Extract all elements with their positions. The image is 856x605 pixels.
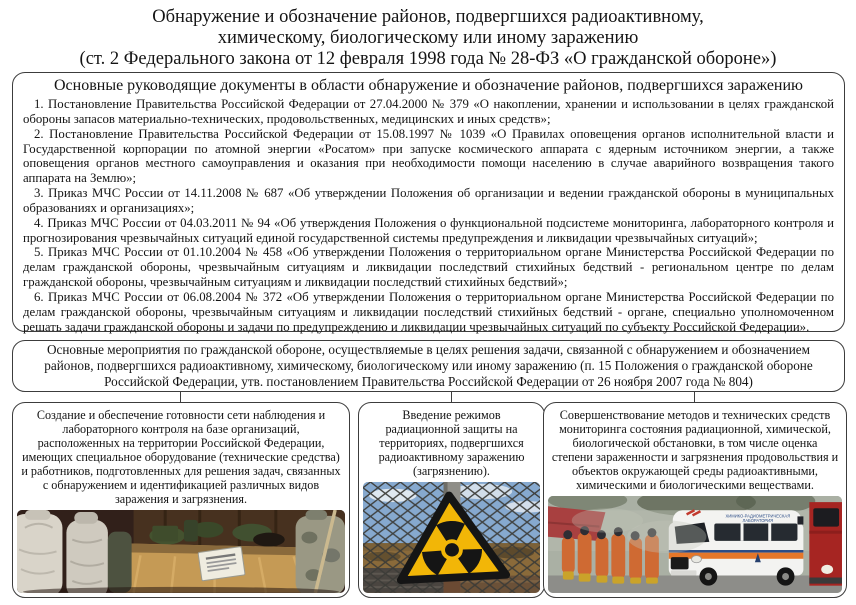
van-label-line-2: ЛАБОРАТОРИЯ xyxy=(742,518,774,524)
document-item-2: 2. Постановление Правительства Российской Федерации от 15.08.1997 № 1039 «О Правилах оповещения органов исполнительной власти и Государственной корпорации по атомной энергии «Росатом» при запуске космического аппарата с ядерным источником энергии, а также оповещения органов местного самоуправления и оказания при необходимости помощи населению в случае аварийного возвращения такого аппарата на Землю»; xyxy=(23,126,834,186)
document-item-6: 6. Приказ МЧС России от 06.08.2004 № 372 «Об утверждении Положения о территориальном органе Министерства Российской Федерации по делам гражданской обороны, чрезвычайным ситуациям и ликвидации последствий стихийных бедствий - органе, специально уполномоченном решать задачи гражданской обороны и задачи по предупреждению и ликвидации чрезвычайных ситуаций по субъекту Российской Федерации». xyxy=(23,289,834,334)
document-item-3: 3. Приказ МЧС России от 14.11.2008 № 687 «Об утверждении Положения об организации и ведении гражданской обороны в муниципальных образованиях и организациях»; xyxy=(23,186,834,215)
title-line-3: (ст. 2 Федерального закона от 12 февраля 1998 года № 28-ФЗ «О гражданской обороне») xyxy=(79,48,777,69)
white-suit-figure-1 xyxy=(17,510,62,593)
camo-suit-figure xyxy=(296,510,345,593)
emercom-van-photo xyxy=(548,496,842,593)
lab-control-photo xyxy=(17,510,345,593)
measures-box xyxy=(12,340,845,392)
title-line-2: химическому, биологическому или иному заражению xyxy=(217,27,639,48)
measure-card-radiation-regimes xyxy=(358,402,545,598)
radiation-sign-photo-illustration xyxy=(363,482,540,593)
connector-line-left xyxy=(180,391,181,402)
connector-line-right xyxy=(694,391,695,402)
title-line-1: Обнаружение и обозначение районов, подвергшихся радиоактивному, xyxy=(152,7,704,27)
measures-box-text: Основные мероприятия по гражданской обороне, осуществляемые в целях решения задачи, связанной с обнаружением и обозначением районов, подвергшихся радиоактивному, химическому, биологическому или иному заражению (п. 15 Положения о гражданской обороне Российской Федерации, утв. постановлением Правительства Российской Федерации от 26 ноября 2007 года № 804) xyxy=(44,342,813,389)
white-suit-figure-2 xyxy=(66,512,107,593)
fire-truck xyxy=(809,502,842,586)
measure-card-monitoring xyxy=(543,402,847,598)
protective-suits-photo-illustration xyxy=(17,510,345,593)
document-item-4: 4. Приказ МЧС России от 04.03.2011 № 94 «Об утверждения Положения о функциональной подсистеме мониторинга, лабораторного контроля и прогнозирования чрезвычайных ситуаций единой государственной системы предупреждения и ликвидации чрезвычайных ситуаций»; xyxy=(23,215,834,245)
emercom-van-photo-illustration xyxy=(548,496,842,593)
documents-box xyxy=(12,72,845,332)
measure-card-monitoring-text: Совершенствование методов и технических средств мониторинга состояния радиационной, химической, биологической обстановки, в том числе оценка степени зараженности и загрязнения продовольствия и объектов окружающей среды радиоактивными, химическими и биологическими веществами. xyxy=(551,408,839,493)
document-item-1: 1. Постановление Правительства Российской Федерации от 27.04.2000 № 379 «О накоплении, хранении и использовании в целях гражданской обороны запасов материально-технических, продовольственных, медицинских и иных средств»; xyxy=(23,97,834,126)
measure-card-lab-control xyxy=(12,402,350,598)
van-label-line-1: ХИМИКО-РАДИОМЕТРИЧЕСКАЯ xyxy=(725,513,791,519)
measure-card-radiation-regimes-text: Введение режимов радиационной защиты на территориях, подвергшихся радиоактивному заражению (загрязнению). xyxy=(378,408,525,479)
connector-line-middle xyxy=(451,391,452,402)
radiation-sign-photo xyxy=(363,482,540,593)
document-item-5: 5. Приказ МЧС России от 01.10.2004 № 458 «Об утверждении Положения о территориальном органе Министерства Российской Федерации по делам гражданской обороны, чрезвычайным ситуациям и ликвидации последствий стихийных бедствий - региональном центре по делам гражданской обороны, чрезвычайным ситуациям и ликвидации последствий стихийных бедствий»; xyxy=(23,245,834,290)
page-title xyxy=(0,7,856,70)
measure-card-lab-control-text: Создание и обеспечение готовности сети наблюдения и лабораторного контроля на базе организаций, расположенных на территории Российской Федерации, имеющих специальное оборудование (технические средства) и работников, подготовленных для решения задач, связанных с обнаружением и идентификацией различных видов заражения и загрязнения. xyxy=(21,408,341,507)
documents-box-heading: Основные руководящие документы в области обнаружение и обозначение районов, подвергшихся заражению xyxy=(53,77,803,94)
